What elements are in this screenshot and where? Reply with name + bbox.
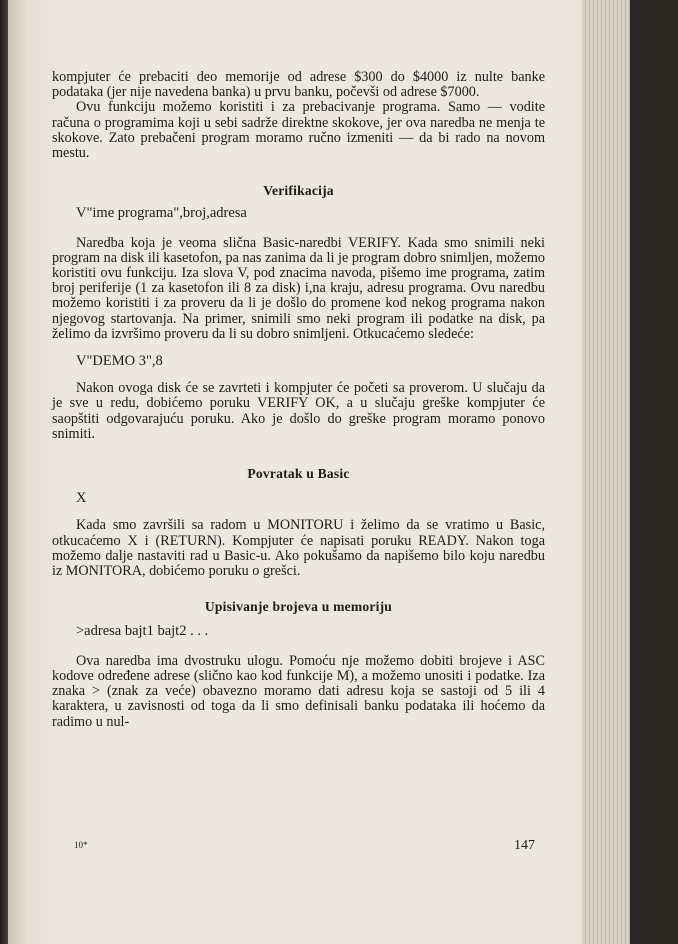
paragraph-4: Nakon ovoga disk će se zavrteti i kompjuter će početi sa proverom. U slučaju da je sve u redu, dobićemo poruku VERIFY OK, a u slučaju greške kompjuter će saopštiti odgovarajuću poruku. Ako je došlo do greške program moramo ponovo snimiti. <box>52 380 545 442</box>
heading-upisivanje: Upisivanje brojeva u memoriju <box>204 599 393 615</box>
page-footer <box>52 840 545 862</box>
paragraph-2: Ovu funkciju možemo koristiti i za prebacivanje programa. Samo — vodite računa o programima koji u sebi sadrže direktne skokove, jer ova naredba ne menja te skokove. Zato prebačeni program moramo ručno izmeniti — da bi rado na novom mestu. <box>52 99 545 162</box>
exit-command: X <box>76 490 87 507</box>
paragraph-5: Kada smo završili sa radom u MONITORU i želimo da se vratimo u Basic, otkucaćemo X i (RETURN). Kompjuter će napisati poruku READY. Nakon toga možemo dalje nastaviti rad u Basic-u. Ako pokušamo da napišemo bilo koju naredbu iz MONITORA, dobićemo poruku o grešci. <box>52 517 545 580</box>
heading-verifikacija: Verifikacija <box>263 183 334 199</box>
page-text <box>52 70 545 730</box>
verify-syntax: V"ime programa",broj,adresa <box>76 205 247 222</box>
paragraph-6: Ova naredba ima dvostruku ulogu. Pomoću nje možemo dobiti brojeve i ASC kodove određene adrese (slično kao kod funkcije M), a možemo unositi i podatke. Iza znaka > (znak za veće) obavezno moramo dati adresu koja se sastoji od 5 ili 4 karaktera, u zavisnosti od toga da li smo definisali banku podataka ili hoćemo da radimo u nul- <box>52 652 545 730</box>
heading-povratak: Povratak u Basic <box>247 466 350 482</box>
paragraph-1: kompjuter će prebaciti deo memorije od adrese $300 do $4000 iz nulte banke podataka (jer nije navedena banka) u prvu banku, počevši od adrese $7000. <box>52 69 545 101</box>
page-number: 147 <box>514 838 535 853</box>
paragraph-3: Naredba koja je veoma slična Basic-naredbi VERIFY. Kada smo snimili neki program na disk ili kasetofon, pa nas zanima da li je program dobro snimljen, možemo koristiti ovu funkciju. Iza slova V, pod znacima navoda, pišemo ime programa, zatim broj periferije (1 za kasetofon ili 8 za disk) i,na kraju, adresu programa. Ovu naredbu možemo koristiti i za proveru da li je došlo do promene kod nekog programa nakon njegovog startovanja. Na primer, snimili smo neki program ili podatke na disk, pa želimo da izvršimo proveru da li su dobro snimljeni. Otkucaćemo sledeće: <box>52 234 545 342</box>
verify-example: V"DEMO 3",8 <box>76 353 163 370</box>
page-edges <box>582 0 630 944</box>
poke-syntax: >adresa bajt1 bajt2 . . . <box>76 623 209 640</box>
printer-signature: 10* <box>74 840 88 850</box>
